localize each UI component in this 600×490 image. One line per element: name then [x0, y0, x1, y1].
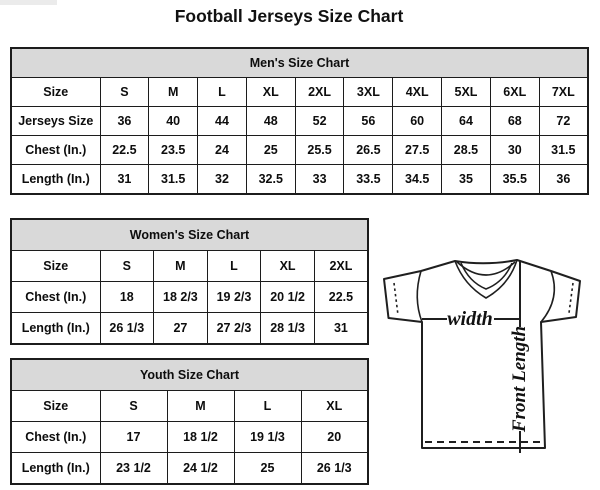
table-cell: 36 — [100, 107, 149, 136]
table-cell: 23.5 — [149, 136, 198, 165]
table-cell: 4XL — [393, 78, 442, 107]
table-cell: 25.5 — [295, 136, 344, 165]
row-label: Length (In.) — [11, 313, 100, 345]
table-cell: 33.5 — [344, 165, 393, 195]
table-row — [11, 78, 588, 107]
width-label: width — [447, 308, 493, 330]
row-label: Length (In.) — [11, 453, 100, 485]
womens-chart-title: Women's Size Chart — [11, 219, 368, 251]
screenshot-artifact — [0, 0, 57, 5]
table-cell: S — [100, 251, 154, 282]
table-header-row — [11, 219, 368, 251]
table-cell: 2XL — [295, 78, 344, 107]
table-cell: 52 — [295, 107, 344, 136]
youth-size-table — [10, 358, 369, 485]
mens-chart-title: Men's Size Chart — [11, 48, 588, 78]
table-cell: 18 — [100, 282, 154, 313]
table-cell: 33 — [295, 165, 344, 195]
table-cell: 30 — [490, 136, 539, 165]
table-cell: XL — [261, 251, 315, 282]
row-label: Chest (In.) — [11, 422, 100, 453]
table-cell: 31 — [314, 313, 368, 345]
row-label: Chest (In.) — [11, 282, 100, 313]
table-cell: 22.5 — [314, 282, 368, 313]
table-cell: 40 — [149, 107, 198, 136]
table-cell: 23 1/2 — [100, 453, 167, 485]
youth-chart-title: Youth Size Chart — [11, 359, 368, 391]
table-cell: 35 — [442, 165, 491, 195]
table-cell: 64 — [442, 107, 491, 136]
table-cell: 24 — [198, 136, 247, 165]
row-label: Chest (In.) — [11, 136, 100, 165]
table-cell: 2XL — [314, 251, 368, 282]
table-cell: 7XL — [539, 78, 588, 107]
table-row — [11, 313, 368, 345]
table-cell: 18 2/3 — [154, 282, 208, 313]
front-length-label: Front Length — [509, 325, 530, 433]
table-cell: 60 — [393, 107, 442, 136]
row-label: Size — [11, 78, 100, 107]
table-cell: 28 1/3 — [261, 313, 315, 345]
table-cell: 18 1/2 — [167, 422, 234, 453]
row-label: Jerseys Size — [11, 107, 100, 136]
table-cell: 28.5 — [442, 136, 491, 165]
row-label: Length (In.) — [11, 165, 100, 195]
table-cell: 56 — [344, 107, 393, 136]
table-row — [11, 422, 368, 453]
table-cell: M — [167, 391, 234, 422]
table-cell: 5XL — [442, 78, 491, 107]
table-cell: 22.5 — [100, 136, 149, 165]
table-cell: 27.5 — [393, 136, 442, 165]
table-cell: L — [207, 251, 261, 282]
table-cell: 24 1/2 — [167, 453, 234, 485]
table-cell: 31.5 — [539, 136, 588, 165]
row-label: Size — [11, 251, 100, 282]
table-cell: 19 2/3 — [207, 282, 261, 313]
table-cell: 44 — [198, 107, 247, 136]
table-cell: 20 — [301, 422, 368, 453]
table-cell: 25 — [246, 136, 295, 165]
table-cell: L — [198, 78, 247, 107]
table-cell: 32.5 — [246, 165, 295, 195]
table-cell: 34.5 — [393, 165, 442, 195]
table-header-row — [11, 48, 588, 78]
jersey-outline — [384, 260, 580, 448]
womens-size-table — [10, 218, 369, 345]
table-cell: 32 — [198, 165, 247, 195]
table-cell: 17 — [100, 422, 167, 453]
table-cell: 26 1/3 — [100, 313, 154, 345]
table-header-row — [11, 359, 368, 391]
table-row — [11, 282, 368, 313]
table-row — [11, 391, 368, 422]
table-cell: 36 — [539, 165, 588, 195]
table-cell: XL — [246, 78, 295, 107]
table-cell: 35.5 — [490, 165, 539, 195]
table-row — [11, 107, 588, 136]
table-cell: 25 — [234, 453, 301, 485]
table-cell: L — [234, 391, 301, 422]
table-row — [11, 453, 368, 485]
table-cell: 48 — [246, 107, 295, 136]
table-row — [11, 136, 588, 165]
table-cell: 31 — [100, 165, 149, 195]
table-cell: S — [100, 78, 149, 107]
table-row — [11, 251, 368, 282]
mens-size-table — [10, 47, 589, 195]
page-title: Football Jerseys Size Chart — [174, 6, 404, 26]
table-cell: M — [149, 78, 198, 107]
table-cell: S — [100, 391, 167, 422]
table-cell: XL — [301, 391, 368, 422]
table-cell: 26 1/3 — [301, 453, 368, 485]
table-cell: 27 2/3 — [207, 313, 261, 345]
table-row — [11, 165, 588, 195]
row-label: Size — [11, 391, 100, 422]
table-cell: 27 — [154, 313, 208, 345]
table-cell: 26.5 — [344, 136, 393, 165]
table-cell: 31.5 — [149, 165, 198, 195]
table-cell: 68 — [490, 107, 539, 136]
table-cell: 3XL — [344, 78, 393, 107]
jersey-diagram — [370, 215, 592, 463]
table-cell: 20 1/2 — [261, 282, 315, 313]
table-cell: 6XL — [490, 78, 539, 107]
table-cell: 19 1/3 — [234, 422, 301, 453]
table-cell: 72 — [539, 107, 588, 136]
table-cell: M — [154, 251, 208, 282]
